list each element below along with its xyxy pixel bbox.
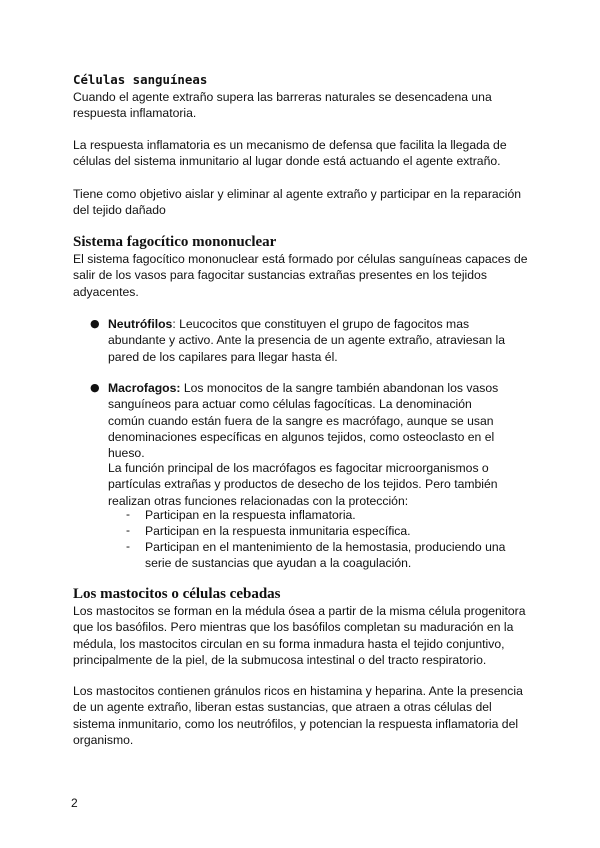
paragraph-respuesta-inflamatoria: La respuesta inflamatoria es un mecanismo de defensa que facilita la llegada de células del sistema inmunitario al lugar donde está actuando el agente extraño. bbox=[73, 138, 507, 169]
section-title-mastocitos: Los mastocitos o células cebadas bbox=[73, 586, 281, 602]
paragraph-sistema-fagocitico: El sistema fagocítico mononuclear está formado por células sanguíneas capaces de salir de los vasos para fagocitar sustancias extrañas presentes en los tejidos adyacentes. bbox=[73, 252, 528, 299]
term-macrofagos: Macrofagos: bbox=[108, 381, 181, 395]
dash-marker: - bbox=[126, 507, 130, 521]
paragraph-mastocitos-origen: Los mastocitos se forman en la médula ósea a partir de la misma célula progenitora que los basófilos. Pero mientras que los basófilos completan su maduración en la médula, los mastocitos circulan en su forma inmadura hasta el tejido conjuntivo, principalmente de la piel, de la submucosa intestinal o del tracto respiratorio. bbox=[73, 604, 526, 667]
sub-item-respuesta-inflamatoria: Participan en la respuesta inflamatoria. bbox=[145, 508, 356, 522]
bullet-macrofagos bbox=[108, 380, 508, 461]
section-title-sistema-fagocitico: Sistema fagocítico mononuclear bbox=[73, 234, 277, 250]
dash-marker: - bbox=[126, 523, 130, 537]
bullet-icon: ● bbox=[90, 381, 100, 394]
bullet-neutrofilos-text: : Leucocitos que constituyen el grupo de fagocitos mas abundante y activo. Ante la presencia de un agente extraño, atraviesan la pared de los capilares para llegar hasta él. bbox=[108, 317, 506, 364]
dash-marker: - bbox=[126, 539, 130, 553]
bullet-icon: ● bbox=[90, 317, 100, 330]
paragraph-respuesta-intro: Cuando el agente extraño supera las barreras naturales se desencadena una respuesta inflamatoria. bbox=[73, 90, 492, 121]
paragraph-objetivo: Tiene como objetivo aislar y eliminar al agente extraño y participar en la reparación del tejido dañado bbox=[73, 187, 522, 218]
section-title-celulas-sanguineas: Células sanguíneas bbox=[73, 72, 208, 87]
sub-item-respuesta-inmunitaria: Participan en la respuesta inmunitaria específica. bbox=[145, 524, 411, 538]
sub-item-hemostasia: Participan en el mantenimiento de la hemostasia, produciendo una serie de sustancias que ayudan a la coagulación. bbox=[145, 540, 506, 571]
bullet-neutrofilos bbox=[108, 316, 508, 365]
bullet-macrofagos-text: Los monocitos de la sangre también abandonan los vasos sanguíneos para actuar como células fagocíticas. La denominación común cuando están fuera de la sangre es macrófago, aunque se usan denominaciones específicas en algunos tejidos, como osteoclasto en el hueso. bbox=[108, 381, 499, 461]
page-number: 2 bbox=[71, 796, 78, 810]
paragraph-mastocitos-granulos: Los mastocitos contienen gránulos ricos en histamina y heparina. Ante la presencia de un agente extraño, liberan estas sustancias, que atraen a otras células del sistema inmunitario, como los neutrófilos, y potencian la respuesta inflamatoria del organismo. bbox=[73, 684, 523, 747]
paragraph-funcion-macrofagos: La función principal de los macrófagos es fagocitar microorganismos o partículas extrañas y productos de desecho de los tejidos. Pero también realizan otras funciones relacionadas con la protección: bbox=[108, 461, 498, 508]
term-neutrofilos: Neutrófilos bbox=[108, 317, 173, 331]
